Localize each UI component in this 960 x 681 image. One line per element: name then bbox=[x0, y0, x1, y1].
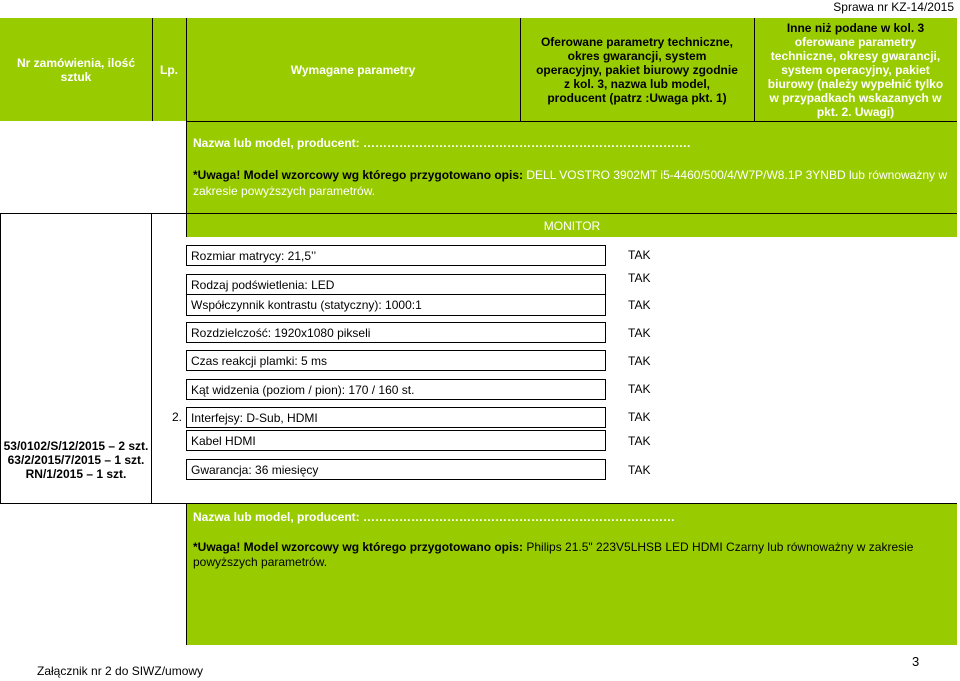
param-label: Interfejsy: D-Sub, HDMI bbox=[191, 410, 318, 425]
header-offered-params bbox=[520, 18, 754, 121]
param-label: Rozdzielczość: 1920x1080 pikseli bbox=[191, 325, 371, 340]
param-row bbox=[186, 379, 606, 400]
param-label: Rozmiar matrycy: 21,5’’ bbox=[191, 248, 317, 263]
param-label: Gwarancja: 36 miesięcy bbox=[191, 462, 319, 477]
param-value: TAK bbox=[628, 354, 651, 368]
param-value: TAK bbox=[628, 410, 651, 424]
section-title: MONITOR bbox=[543, 218, 601, 233]
param-row bbox=[186, 274, 606, 295]
table-header bbox=[0, 18, 957, 121]
param-value: TAK bbox=[628, 463, 651, 477]
param-row bbox=[186, 430, 606, 451]
lp-cell bbox=[152, 213, 186, 503]
order-number-cell bbox=[0, 213, 152, 503]
case-reference: Sprawa nr KZ-14/2015 bbox=[833, 0, 954, 14]
top-model-name-label: Nazwa lub model, producent: ………………………………………………………………………. bbox=[193, 136, 691, 150]
param-value: TAK bbox=[628, 434, 651, 448]
param-label: Czas reakcji plamki: 5 ms bbox=[191, 353, 328, 368]
param-value: TAK bbox=[628, 248, 651, 262]
bottom-note bbox=[193, 540, 953, 570]
header-other-params bbox=[754, 18, 957, 121]
param-row bbox=[186, 245, 606, 266]
header-other-params-desc: oferowane parametry techniczne, okresy gwarancji, system operacyjny, pakiet biurowy (należy wypełnić tylko w przypadkach wskazanych w pkt. 2. Uwagi) bbox=[767, 34, 944, 119]
header-order-number: Nr zamówienia, ilość sztuk bbox=[16, 55, 136, 84]
header-lp: Lp. bbox=[160, 62, 178, 77]
param-label: Rodzaj podświetlenia: LED bbox=[191, 277, 335, 292]
param-row bbox=[186, 407, 606, 428]
top-note-text: DELL VOSTRO 3902MT i5-4460/500/4/W7P/W8.1P 3YNBD lub równoważny w zakresie powyższych parametrów. bbox=[193, 168, 948, 198]
param-row bbox=[186, 322, 606, 343]
param-label: Kąt widzenia (poziom / pion): 170 / 160 st. bbox=[191, 382, 415, 397]
section-title-row bbox=[186, 213, 957, 237]
footer-attachment-label: Załącznik nr 2 do SIWZ/umowy bbox=[37, 664, 204, 678]
order-line-3: RN/1/2015 – 1 szt. bbox=[25, 467, 127, 481]
param-value: TAK bbox=[628, 382, 651, 396]
header-other-params-title: Inne niż podane w kol. 3 bbox=[786, 20, 925, 35]
header-required-params: Wymagane parametry bbox=[290, 62, 416, 77]
param-value: TAK bbox=[628, 326, 651, 340]
param-label: Współczynnik kontrastu (statyczny): 1000:1 bbox=[191, 298, 422, 312]
header-offered-params-text: Oferowane parametry techniczne, okres gwarancji, system operacyjny, pakiet biurowy zgodnie z kol. 3, nazwa lub model, producent (patrz :Uwaga pkt. 1) bbox=[536, 34, 738, 105]
param-row bbox=[186, 350, 606, 371]
param-value: TAK bbox=[628, 271, 651, 285]
page-number: 3 bbox=[912, 654, 920, 669]
bottom-info-block bbox=[186, 503, 957, 645]
top-note bbox=[193, 167, 953, 199]
top-note-label: *Uwaga! Model wzorcowy wg którego przygotowano opis: bbox=[193, 168, 524, 182]
lp-number: 2. bbox=[172, 410, 183, 424]
param-value: TAK bbox=[628, 298, 651, 312]
param-row bbox=[186, 295, 606, 316]
order-line-1: 53/0102/S/12/2015 – 2 szt. bbox=[3, 439, 149, 453]
param-row bbox=[186, 459, 606, 480]
top-info-block bbox=[186, 121, 957, 213]
bottom-model-name-label: Nazwa lub model, producent: …………………………………………………………………… bbox=[193, 510, 676, 524]
bottom-note-text: Philips 21.5" 223V5LHSB LED HDMI Czarny lub równoważny w zakresie powyższych parametrów. bbox=[193, 540, 914, 569]
bottom-note-label: *Uwaga! Model wzorcowy wg którego przygotowano opis: bbox=[193, 540, 524, 554]
param-label: Kabel HDMI bbox=[191, 433, 256, 448]
order-line-2: 63/2/2015/7/2015 – 1 szt. bbox=[7, 453, 145, 467]
